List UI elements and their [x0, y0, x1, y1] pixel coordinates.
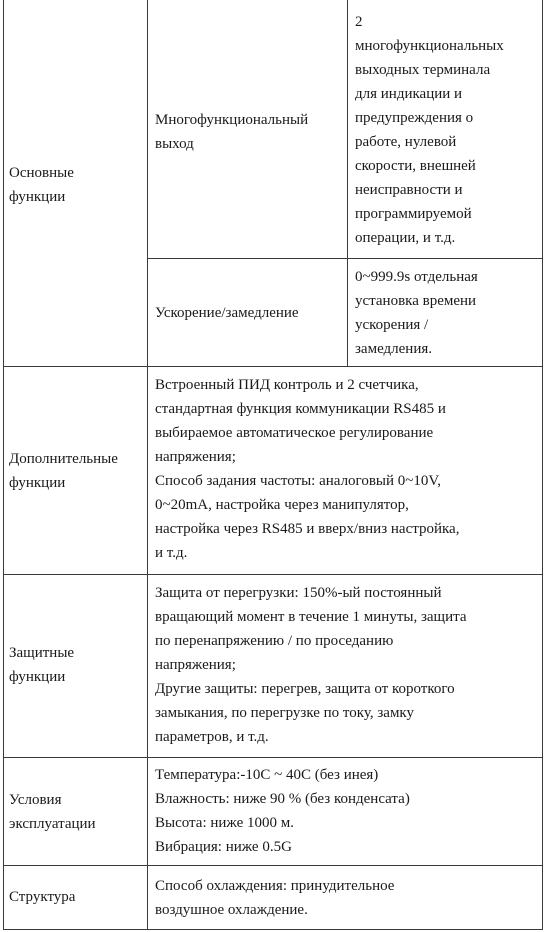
row-label-additional-functions: Дополнительные функции — [9, 451, 118, 491]
value-operating-conditions: Температура:-10C ~ 40C (без инея) Влажность: ниже 90 % (без конденсата) Высота: ниже 1000 м. Вибрация: ниже 0.5G — [155, 767, 410, 855]
row-label-operating-conditions: Условия эксплуатации — [9, 792, 96, 832]
row-divider-3 — [3, 757, 543, 758]
value-additional-functions: Встроенный ПИД контроль и 2 счетчика, стандартная функция коммуникации RS485 и выбираемое автоматическое регулирование напряжения; Способ задания частоты: аналоговый 0~10V, 0~20mA, настройка через манипулятор, настройка через RS485 и вверх/вниз настройка, и т.д. — [155, 377, 460, 561]
row-divider-2 — [3, 574, 543, 575]
row-label-structure: Структура — [9, 889, 76, 905]
row-label-basic-functions: Основные функции — [9, 165, 74, 205]
value-protection-functions: Защита от перегрузки: 150%-ый постоянный вращающий момент в течение 1 минуты, защита по перенапряжению / по проседанию напряжения; Другие защиты: перегрев, защита от короткого замыкания, по перегрузке по току, замку параметров, и т.д. — [155, 585, 467, 745]
table-border-bottom — [3, 929, 543, 930]
sub-row-divider — [147, 258, 543, 259]
value-acceleration: 0~999.9s отдельная установка времени ускорения / замедления. — [355, 269, 478, 357]
table-border-right — [542, 0, 543, 930]
row-divider-1 — [3, 366, 543, 367]
column-divider-label — [147, 0, 148, 930]
row-label-protection-functions: Защитные функции — [9, 645, 75, 685]
value-structure: Способ охлаждения: принудительное воздушное охлаждение. — [155, 878, 395, 918]
row-divider-4 — [3, 865, 543, 866]
sub-label-multifunction-output: Многофункциональный выход — [155, 112, 309, 152]
table-border-left — [3, 0, 4, 930]
sub-label-acceleration: Ускорение/замедление — [155, 305, 299, 321]
value-multifunction-output: 2 многофункциональных выходных терминала для индикации и предупреждения о работе, нулевой скорости, внешней неисправности и программируемой операции, и т.д. — [355, 14, 504, 246]
column-divider-sub — [347, 0, 348, 366]
